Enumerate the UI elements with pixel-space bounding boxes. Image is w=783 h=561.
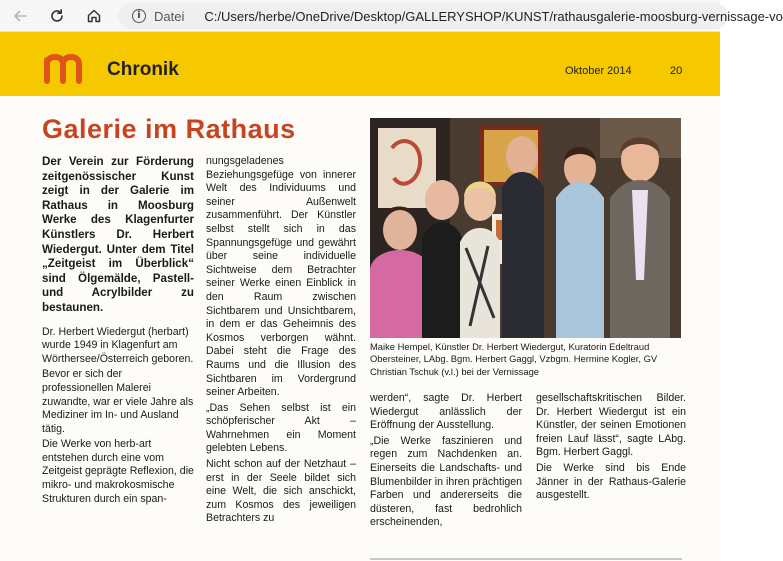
paragraph: Nicht schon auf der Netzhaut – erst in der Seele bildet sich eine Welt, die sich anschickt, zum Kosmos des jeweiligen Betrachters zu xyxy=(206,458,356,525)
browser-toolbar xyxy=(0,0,783,32)
text-column-3 xyxy=(370,392,522,530)
section-title: Chronik xyxy=(107,59,179,80)
paragraph: werden“, sagte Dr. Herbert Wiedergut anlässlich der Eröffnung der Ausstellung. xyxy=(370,392,522,432)
paragraph: nungsgeladenes Beziehungsgefüge von innerer Welt des Individuums und seiner Außenwelt zusammenführt. Der Künstler selbst stellt sich in das Spannungsgefüge und gewährt über seine individuelle Sichtweise dem Betrachter seiner Werke einen Einblick in den Raum zwischen Sichtbarem und Unsichtbarem, in dem er das Geheimnis des Kosmos verborgen wähnt. Dabei steht die Frage des Raums und die Illusion des Sichtbaren im Vordergrund seiner Arbeiten. xyxy=(206,155,356,399)
paragraph: „Das Sehen selbst ist ein schöpferischer Akt – Wahrnehmen ein Moment gelebten Lebens. xyxy=(206,401,356,455)
paragraph: Dr. Herbert Wiedergut (herbart) wurde 1949 in Klagenfurt am Wörthersee/Österreich geboren. xyxy=(42,325,194,365)
article-lead: Der Verein zur Förderung zeitgenössischer Kunst zeigt in der Galerie im Rathaus in Moosburg Werke des Klagenfurter Künstlers Dr. Herbert Wiedergut. Unter dem Titel „Zeitgeist im Überblick“ sind Ölgemälde, Pastell- und Acrylbilder zu bestaunen. xyxy=(42,155,194,314)
home-button[interactable] xyxy=(82,4,106,28)
divider xyxy=(370,558,682,560)
paragraph: gesellschaftskritischen Bilder. Dr. Herbert Wiedergut ist ein Künstler, der seinen Emotionen freien Lauf lässt“, sagte LAbg. Bgm. Herbert Gaggl. xyxy=(536,392,686,459)
info-icon[interactable]: i xyxy=(132,9,146,23)
issue-date: Oktober 2014 xyxy=(565,65,632,77)
group-photo-illustration xyxy=(370,118,681,338)
paragraph: Bevor er sich der professionellen Malerei zuwandte, war er viele Jahre als Mediziner im In- und Ausland tätig. xyxy=(42,368,194,435)
paragraph: Die Werke sind bis Ende Jänner in der Rathaus-Galerie ausgestellt. xyxy=(536,461,686,502)
magazine-banner xyxy=(0,32,720,96)
back-button[interactable] xyxy=(8,4,32,28)
address-bar[interactable] xyxy=(118,3,783,29)
article-headline: Galerie im Rathaus xyxy=(42,114,296,144)
vernissage-photo xyxy=(370,118,681,338)
magazine-page xyxy=(0,32,720,561)
reload-button[interactable] xyxy=(45,4,69,28)
reload-icon xyxy=(49,8,65,24)
text-column-2 xyxy=(206,155,356,526)
magazine-logo xyxy=(42,50,90,84)
url-text[interactable]: C:/Users/herbe/OneDrive/Desktop/GALLERYSHOP/KUNST/rathausgalerie-moosburg-vernissage-vo xyxy=(204,8,783,24)
back-arrow-icon xyxy=(12,8,28,24)
text-column-4 xyxy=(536,392,686,503)
address-scheme-label: Datei xyxy=(154,8,185,24)
home-icon xyxy=(86,8,102,24)
text-column-1 xyxy=(42,155,194,506)
page-number: 20 xyxy=(670,65,683,77)
photo-caption: Maike Hempel, Künstler Dr. Herbert Wiedergut, Kuratorin Edeltraud Obersteiner, LAbg. Bgm. Herbert Gaggl, Vzbgm. Hermine Kogler, GV Christian Tschuk (v.l.) bei der Vernissage xyxy=(370,341,658,377)
paragraph: Die Werke von herb-art entstehen durch eine vom Zeitgeist geprägte Reflexion, die mikro- und makrokosmische Strukturen durch ein span- xyxy=(42,438,194,505)
paragraph: „Die Werke faszinieren und regen zum Nachdenken an. Einerseits die Landschafts- und Blumenbilder in ihren prächtigen Farben und andererseits die düsteren, fast bedrohlich erscheinenden, xyxy=(370,434,522,529)
